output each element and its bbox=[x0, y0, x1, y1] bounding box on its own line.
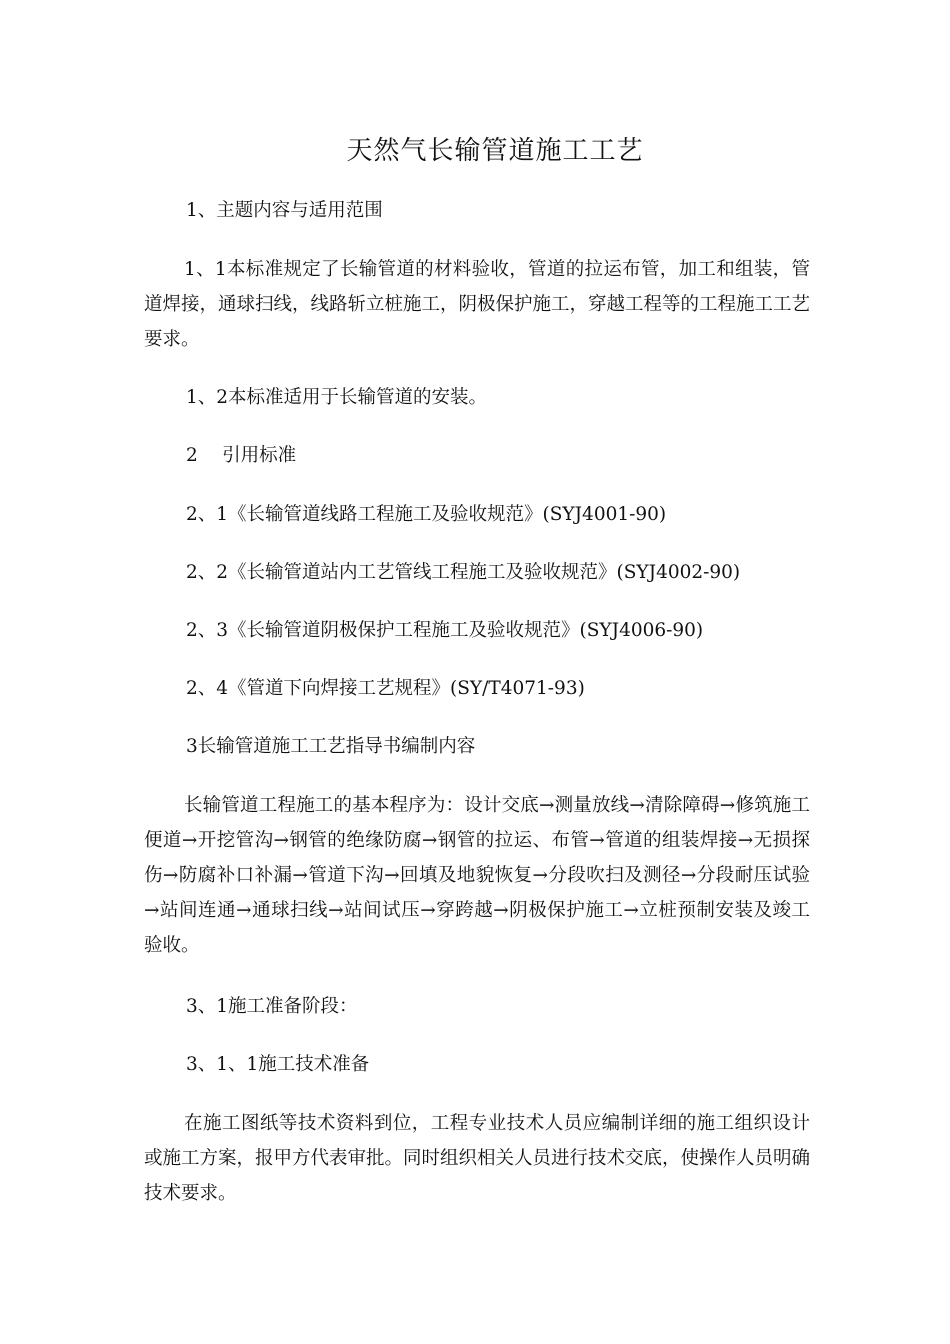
paragraph-3-1-1: 在施工图纸等技术资料到位，工程专业技术人员应编制详细的施工组织设计或施工方案，报甲方代表审批。同时组织相关人员进行技术交底，使操作人员明确技术要求。 bbox=[144, 1113, 811, 1204]
paragraph-1-1: 1、1本标准规定了长输管道的材料验收，管道的拉运布管，加工和组装，管道焊接，通球扫线，线路斩立桩施工，阴极保护施工，穿越工程等的工程施工工艺要求。 bbox=[144, 259, 811, 350]
reference-2-3: 2、3《长输管道阴极保护工程施工及验收规范》(SYJ4006-90) bbox=[186, 620, 704, 641]
section-heading-2: 2 引用标准 bbox=[186, 445, 297, 466]
reference-2-4: 2、4《管道下向焊接工艺规程》(SY/T4071-93) bbox=[186, 678, 585, 699]
section-heading-1: 1、主题内容与适用范围 bbox=[186, 200, 383, 221]
section-heading-3: 3长输管道施工工艺指导书编制内容 bbox=[186, 736, 476, 757]
reference-2-2: 2、2《长输管道站内工艺管线工程施工及验收规范》(SYJ4002-90) bbox=[186, 562, 741, 583]
reference-2-1: 2、1《长输管道线路工程施工及验收规范》(SYJ4001-90) bbox=[186, 504, 667, 525]
section-heading-3-1: 3、1施工准备阶段： bbox=[186, 996, 358, 1017]
paragraph-1-2: 1、2本标准适用于长输管道的安装。 bbox=[186, 387, 488, 408]
paragraph-procedure: 长输管道工程施工的基本程序为：设计交底→测量放线→清除障碍→修筑施工便道→开挖管沟→钢管的绝缘防腐→钢管的拉运、布管→管道的组装焊接→无损探伤→防腐补口补漏→管道下沟→回填及地貌恢复→分段吹扫及测径→分段耐压试验→站间连通→通球扫线→站间试压→穿跨越→阴极保护施工→立桩预制安装及竣工验收。 bbox=[144, 795, 810, 956]
document-title: 天然气长输管道施工工艺 bbox=[346, 136, 644, 167]
section-heading-3-1-1: 3、1、1施工技术准备 bbox=[186, 1054, 370, 1075]
